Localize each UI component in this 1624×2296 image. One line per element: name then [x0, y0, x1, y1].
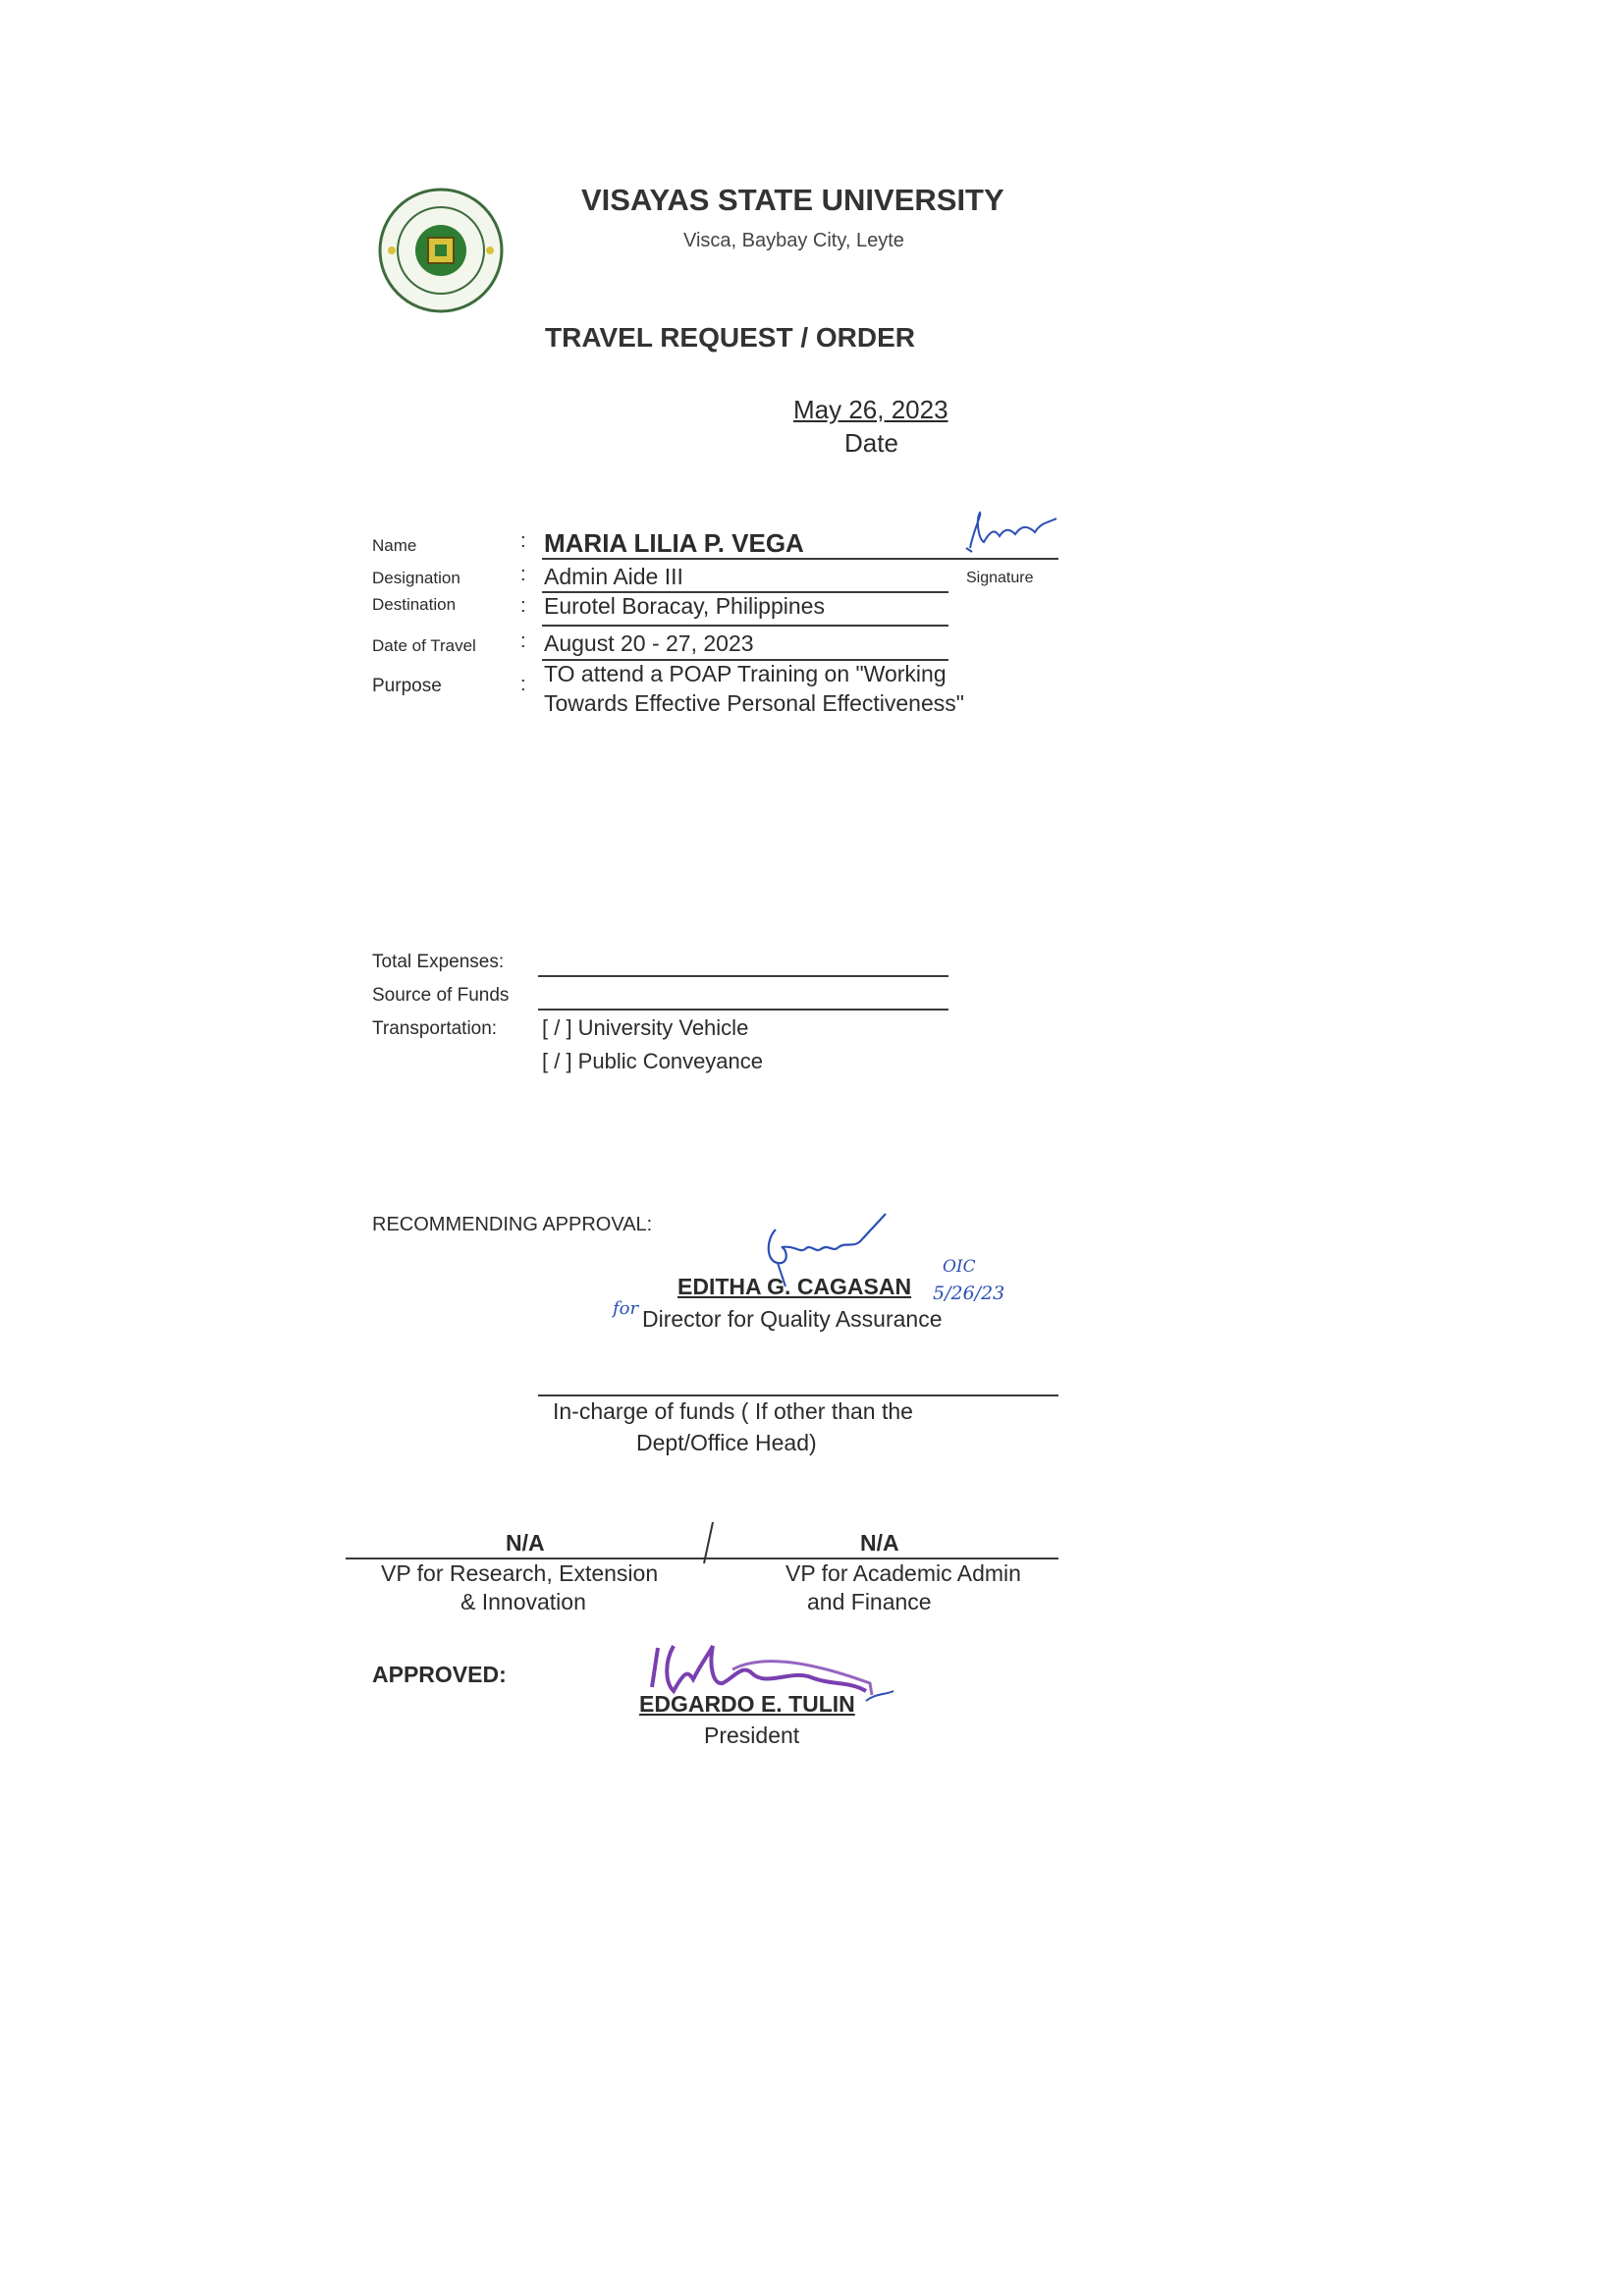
- recommending-approval-label: RECOMMENDING APPROVAL:: [372, 1214, 653, 1235]
- destination-colon: :: [520, 595, 526, 617]
- designation-label: Designation: [372, 569, 460, 587]
- designation-colon: :: [520, 564, 526, 585]
- date-of-travel-value: August 20 - 27, 2023: [544, 630, 754, 656]
- incharge-line-2: Dept/Office Head): [636, 1430, 817, 1455]
- form-date-value: May 26, 2023: [793, 395, 948, 424]
- university-address: Visca, Baybay City, Leyte: [683, 230, 904, 251]
- president-name: EDGARDO E. TULIN: [639, 1691, 855, 1717]
- applicant-signature: [962, 509, 1060, 556]
- date-of-travel-label: Date of Travel: [372, 636, 476, 655]
- recommender-name: EDITHA G. CAGASAN: [677, 1274, 912, 1299]
- approved-label: APPROVED:: [372, 1662, 507, 1687]
- vp-divider-stroke: [701, 1520, 715, 1565]
- source-of-funds-underline: [538, 1009, 948, 1011]
- incharge-line-1: In-charge of funds ( If other than the: [553, 1398, 913, 1424]
- name-label: Name: [372, 536, 417, 555]
- total-expenses-label: Total Expenses:: [372, 952, 505, 972]
- total-expenses-underline: [538, 975, 948, 977]
- destination-value: Eurotel Boracay, Philippines: [544, 593, 825, 619]
- transport-option-university-vehicle: [ / ] University Vehicle: [542, 1015, 749, 1040]
- vp-divider-scribble: [701, 1520, 715, 1565]
- handwritten-date-note: 5/26/23: [933, 1283, 1005, 1304]
- transportation-label: Transportation:: [372, 1018, 498, 1039]
- purpose-line-1: TO attend a POAP Training on "Working: [544, 661, 947, 686]
- transport-option-public-conveyance: [ / ] Public Conveyance: [542, 1049, 764, 1073]
- name-colon: :: [520, 530, 526, 552]
- purpose-line-2: Towards Effective Personal Effectiveness": [544, 690, 964, 716]
- vp-academic-title-line-1: VP for Academic Admin: [785, 1560, 1021, 1586]
- source-of-funds-label: Source of Funds: [372, 985, 510, 1006]
- university-name: VISAYAS STATE UNIVERSITY: [581, 183, 1004, 217]
- vp-research-title-line-1: VP for Research, Extension: [381, 1560, 659, 1586]
- vp-academic-title-line-2: and Finance: [807, 1589, 932, 1614]
- recommender-title: Director for Quality Assurance: [642, 1306, 943, 1332]
- purpose-colon: :: [520, 674, 526, 695]
- incharge-signature-line: [538, 1394, 1058, 1396]
- university-seal: [369, 187, 513, 314]
- purpose-label: Purpose: [372, 676, 442, 696]
- destination-underline: [542, 625, 948, 627]
- signature-label: Signature: [966, 570, 1034, 586]
- form-date-label: Date: [844, 428, 898, 458]
- vp-research-value: N/A: [506, 1530, 545, 1556]
- date-of-travel-colon: :: [520, 630, 526, 652]
- destination-label: Destination: [372, 595, 457, 614]
- handwritten-for-prefix: for: [613, 1298, 639, 1319]
- handwritten-oic-note: OIC: [943, 1257, 976, 1277]
- form-title: TRAVEL REQUEST / ORDER: [545, 322, 916, 353]
- president-title: President: [704, 1722, 800, 1748]
- applicant-signature-scribble: [962, 509, 1060, 556]
- name-underline: [542, 558, 1058, 560]
- name-value: MARIA LILIA P. VEGA: [544, 528, 804, 558]
- seal-graphic: [369, 187, 513, 314]
- vp-academic-value: N/A: [860, 1530, 899, 1556]
- vp-research-title-line-2: & Innovation: [460, 1589, 586, 1614]
- designation-value: Admin Aide III: [544, 564, 683, 589]
